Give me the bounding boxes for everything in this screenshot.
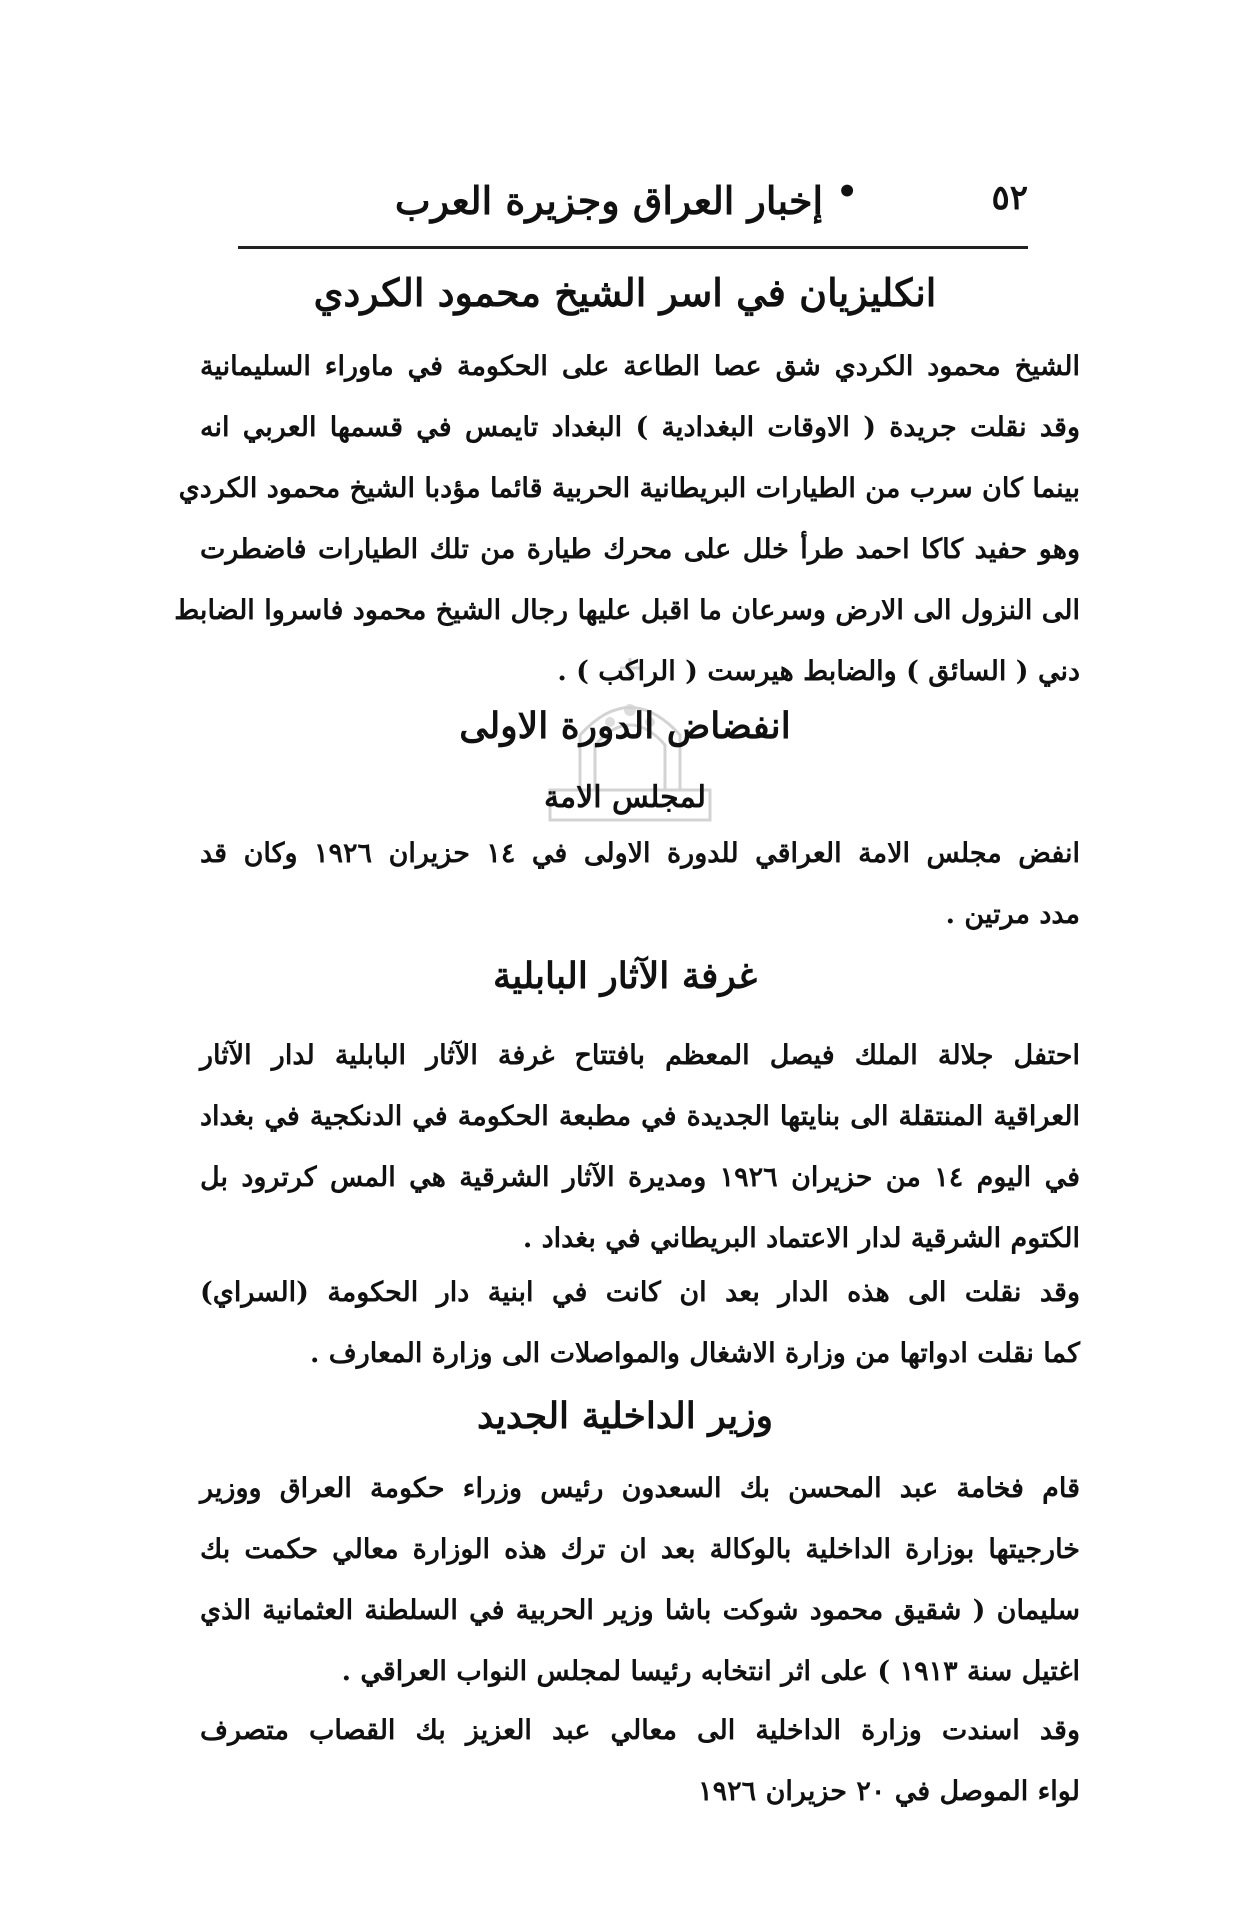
text-line: بينما كان سرب من الطيارات البريطانية الحربية قائما مؤدبا الشيخ محمود الكردي (178, 473, 1080, 504)
text-line: انفض مجلس الامة العراقي للدورة الاولى في ١٤ حزيران ١٩٢٦ وكان قد (200, 838, 1080, 869)
header-bullet: • (836, 172, 858, 212)
section-title: غرفة الآثار البابلية (492, 955, 758, 997)
paragraph (174, 336, 1080, 702)
paragraph (200, 823, 1080, 945)
section-title: وزير الداخلية الجديد (477, 1395, 773, 1437)
section-subtitle: لمجلس الامة (543, 780, 707, 815)
paragraph (200, 1458, 1080, 1702)
text-line: قام فخامة عبد المحسن بك السعدون رئيس وزراء حكومة العراق ووزير (200, 1473, 1080, 1504)
page-header (238, 172, 1028, 232)
paragraph (200, 1262, 1080, 1384)
text-line: سليمان ( شقيق محمود شوكت باشا وزير الحربية في السلطنة العثمانية الذي (200, 1595, 1080, 1626)
running-title: إخبار العراق وجزيرة العرب (394, 178, 823, 223)
text-line: وهو حفيد كاكا احمد طرأ خلل على محرك طيارة من تلك الطيارات فاضطرت (200, 534, 1080, 565)
section-title: انكليزيان في اسر الشيخ محمود الكردي (313, 270, 937, 315)
text-line: وقد نقلت جريدة ( الاوقات البغدادية ) البغداد تايمس في قسمها العربي انه (200, 412, 1080, 443)
text-line: اغتيل سنة ١٩١٣ ) على اثر انتخابه رئيسا لمجلس النواب العراقي . (341, 1656, 1080, 1687)
text-line: مدد مرتين . (945, 899, 1080, 930)
text-line: في اليوم ١٤ من حزيران ١٩٢٦ ومديرة الآثار الشرقية هي المس كرترود بل (200, 1162, 1080, 1193)
header-rule (238, 246, 1028, 249)
text-line: وقد اسندت وزارة الداخلية الى معالي عبد العزيز بك القصاب متصرف (200, 1715, 1080, 1746)
paragraph (200, 1700, 1080, 1822)
text-line: الشيخ محمود الكردي شق عصا الطاعة على الحكومة في ماوراء السليمانية (200, 351, 1080, 382)
paragraph (200, 1025, 1080, 1269)
text-line: العراقية المنتقلة الى بنايتها الجديدة في مطبعة الحكومة في الدنكجية في بغداد (200, 1101, 1080, 1132)
text-line: دني ( السائق ) والضابط هيرست ( الراكب ) . (557, 656, 1080, 687)
text-line: لواء الموصل في ٢٠ حزيران ١٩٢٦ (698, 1776, 1080, 1807)
section-title: انفضاض الدورة الاولى (459, 705, 791, 747)
text-line: احتفل جلالة الملك فيصل المعظم بافتتاح غرفة الآثار البابلية لدار الآثار (200, 1040, 1080, 1071)
text-line: كما نقلت ادواتها من وزارة الاشغال والمواصلات الى وزارة المعارف . (309, 1338, 1080, 1369)
text-line: خارجيتها بوزارة الداخلية بالوكالة بعد ان ترك هذه الوزارة معالي حكمت بك (200, 1534, 1080, 1565)
text-line: وقد نقلت الى هذه الدار بعد ان كانت في ابنية دار الحكومة (السراي) (200, 1277, 1080, 1308)
text-line: الكتوم الشرقية لدار الاعتماد البريطاني في بغداد . (522, 1223, 1080, 1254)
text-line: الى النزول الى الارض وسرعان ما اقبل عليها رجال الشيخ محمود فاسروا الضابط (174, 595, 1080, 626)
page-number: ٥٢ (991, 178, 1028, 218)
